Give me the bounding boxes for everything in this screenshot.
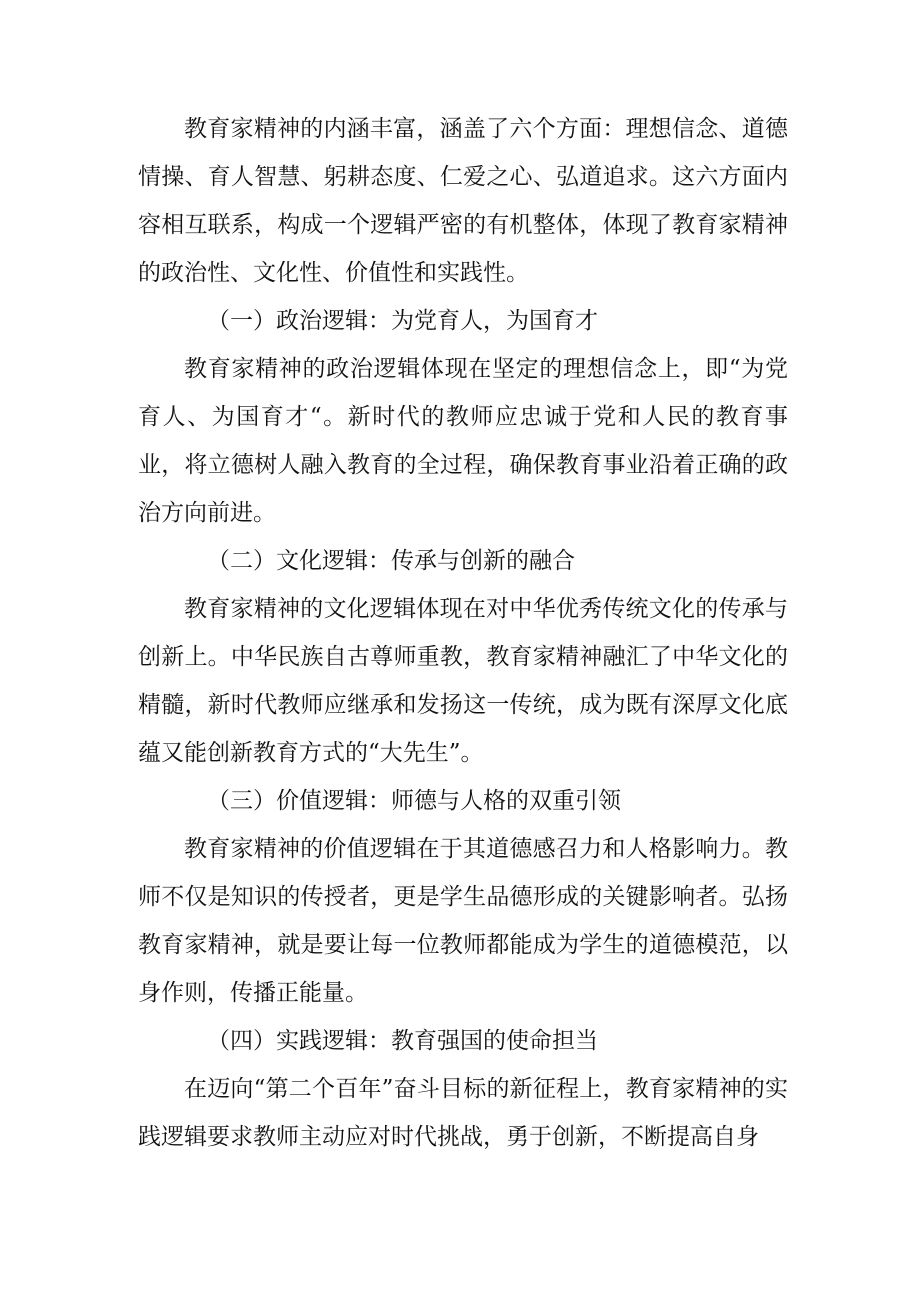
section-paragraph-political: 教育家精神的政治逻辑体现在坚定的理想信念上，即“为党育人、为国育才“。新时代的教师应忠诚于党和人民的教育事业，将立德树人融入教育的全过程，确保教育事业沿着正确的政治方向前进。 [138, 356, 788, 526]
section-paragraph-value: 教育家精神的价值逻辑在于其道德感召力和人格影响力。教师不仅是知识的传授者，更是学生品德形成的关键影响者。弘扬教育家精神，就是要让每一位教师都能成为学生的道德模范，以身作则，传播正能量。 [138, 836, 788, 1006]
intro-paragraph: 教育家精神的内涵丰富，涵盖了六个方面：理想信念、道德情操、育人智慧、躬耕态度、仁爱之心、弘道追求。这六方面内容相互联系，构成一个逻辑严密的有机整体，体现了教育家精神的政治性、文化性、价值性和实践性。 [138, 116, 788, 286]
section-heading-practice: （四）实践逻辑：教育强国的使命担当 [207, 1028, 598, 1054]
section-heading-political: （一）政治逻辑：为党育人，为国育才 [207, 308, 598, 334]
section-heading-cultural: （二）文化逻辑：传承与创新的融合 [207, 548, 575, 574]
section-paragraph-practice: 在迈向“第二个百年”奋斗目标的新征程上，教育家精神的实践逻辑要求教师主动应对时代挑战，勇于创新，不断提高自身 [138, 1076, 788, 1150]
document-body [138, 105, 788, 1161]
section-paragraph-cultural: 教育家精神的文化逻辑体现在对中华优秀传统文化的传承与创新上。中华民族自古尊师重教，教育家精神融汇了中华文化的精髓，新时代教师应继承和发扬这一传统，成为既有深厚文化底蕴又能创新教育方式的“大先生”。 [138, 596, 788, 766]
section-heading-value: （三）价值逻辑：师德与人格的双重引领 [207, 788, 621, 814]
